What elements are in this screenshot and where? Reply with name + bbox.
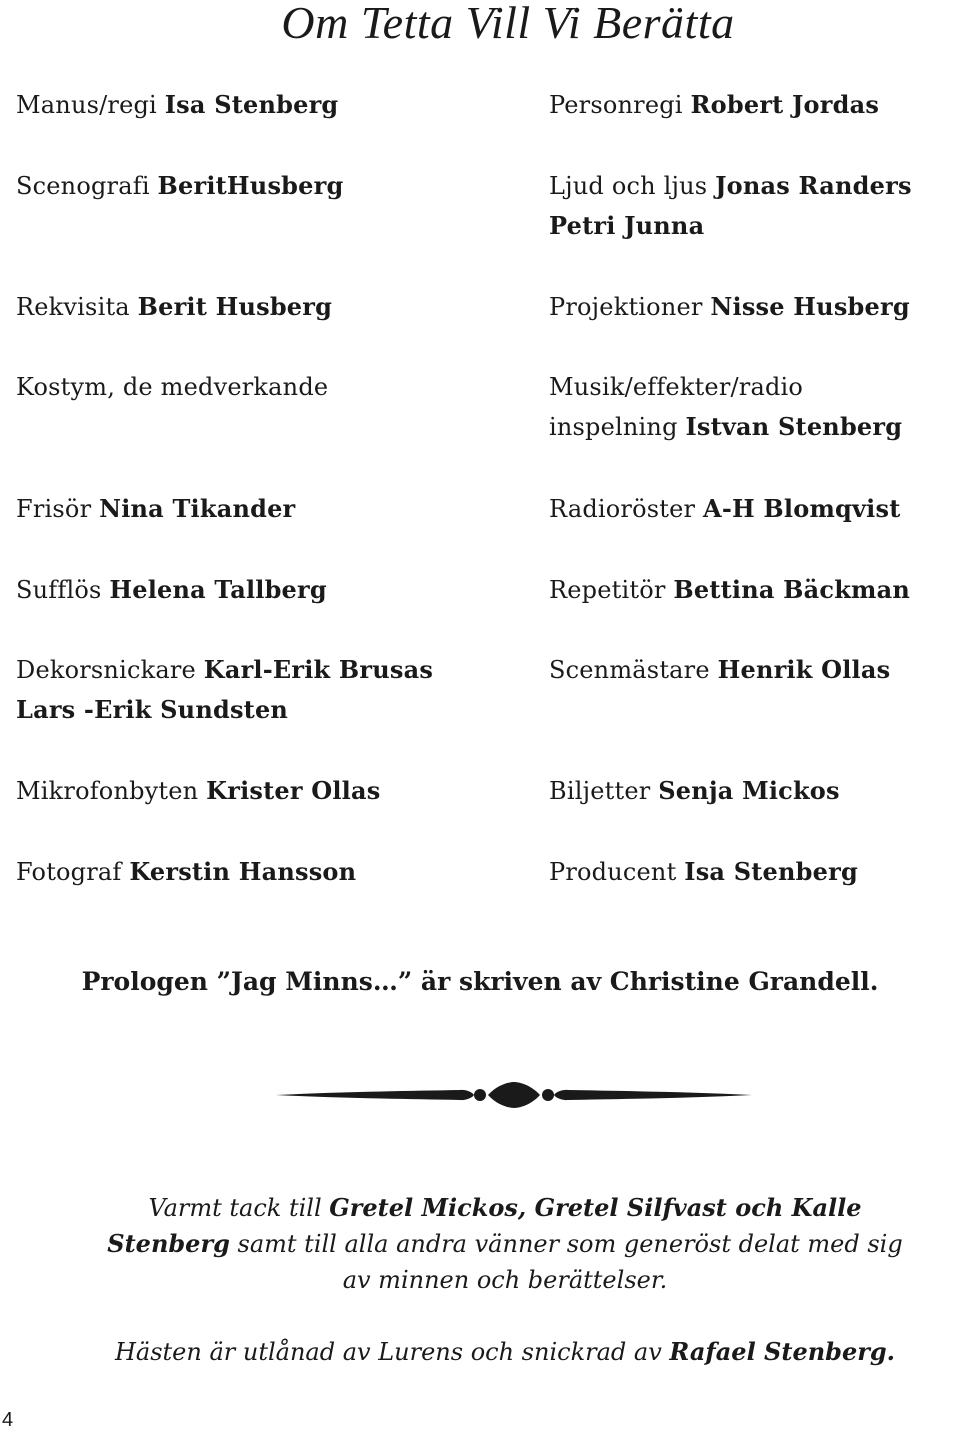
credit-name: Nina Tikander	[99, 494, 296, 523]
credit-role: Scenografi	[16, 172, 158, 200]
credit-sound-light	[549, 166, 912, 246]
credit-name: Krister Ollas	[206, 776, 381, 805]
credit-role: inspelning	[549, 413, 686, 441]
credit-microphones	[16, 771, 380, 811]
credit-name: Henrik Ollas	[717, 655, 891, 684]
credit-name: Bettina Bäckman	[673, 575, 911, 604]
credit-role: Mikrofonbyten	[16, 777, 207, 805]
credit-role: Scenmästare	[549, 656, 718, 684]
credit-prompter	[16, 570, 327, 610]
thanks-names: Stenberg	[107, 1229, 230, 1258]
credit-name: Isa Stenberg	[684, 857, 858, 886]
credit-role: Repetitör	[549, 576, 674, 604]
credit-name: Lars -Erik Sundsten	[16, 695, 289, 724]
thanks-text: Varmt tack till	[148, 1194, 330, 1222]
credit-role: Fotograf	[16, 858, 130, 886]
credit-photographer	[16, 852, 356, 892]
credit-role: Manus/regi	[16, 91, 165, 119]
thanks-text: samt till alla andra vänner som generöst delat med sig	[229, 1230, 903, 1258]
credit-producer	[549, 852, 858, 892]
credit-name: A-H Blomqvist	[703, 494, 901, 523]
prologue-note: Prologen ”Jag Minns…” är skriven av Christine Grandell.	[81, 967, 879, 996]
credit-name: Isa Stenberg	[164, 90, 339, 119]
credit-props	[16, 287, 332, 327]
credit-stage-manager	[549, 650, 890, 690]
credit-personal-direction	[549, 85, 879, 125]
page-number: 4	[2, 1409, 14, 1431]
credit-name: BeritHusberg	[157, 171, 344, 200]
credit-role: Ljud och ljus	[549, 172, 716, 200]
credit-name: Karl-Erik Brusas	[203, 655, 434, 684]
credit-name: Robert Jordas	[690, 90, 880, 119]
credit-hairdresser	[16, 489, 295, 529]
horse-name: Rafael Stenberg.	[669, 1337, 896, 1366]
credit-radio-voices	[549, 489, 900, 529]
credit-role: Producent	[549, 858, 685, 886]
credit-projections	[549, 287, 910, 327]
credit-role: Frisör	[16, 495, 100, 523]
credit-name: Petri Junna	[549, 211, 705, 240]
page-title: Om Tetta Vill Vi Berätta	[281, 0, 735, 48]
credit-name: Jonas Randers	[715, 171, 912, 200]
horse-note	[0, 1334, 960, 1370]
credit-music-effects	[549, 367, 902, 447]
credit-name: Helena Tallberg	[109, 575, 327, 604]
credit-role: Sufflös	[16, 576, 110, 604]
thanks-names: Gretel Mickos, Gretel Silfvast och Kalle	[329, 1193, 862, 1222]
ornament-divider-icon	[274, 1078, 754, 1112]
credit-role: Radioröster	[549, 495, 704, 523]
credit-role: Musik/effekter/radio	[549, 373, 804, 401]
credit-set-carpenter	[16, 650, 433, 730]
credit-repetiteur	[549, 570, 910, 610]
credit-role: Projektioner	[549, 293, 711, 321]
credit-role: Kostym, de medverkande	[16, 373, 329, 401]
credit-name: Istvan Stenberg	[685, 412, 903, 441]
thanks-text: av minnen och berättelser.	[342, 1266, 668, 1294]
credit-scenography	[16, 166, 343, 206]
credit-costume	[16, 367, 328, 407]
credit-role: Personregi	[549, 91, 691, 119]
credit-role: Rekvisita	[16, 293, 138, 321]
credit-name: Nisse Husberg	[710, 292, 910, 321]
credit-role: Biljetter	[549, 777, 659, 805]
credit-name: Berit Husberg	[137, 292, 333, 321]
credit-role: Dekorsnickare	[16, 656, 204, 684]
credit-tickets	[549, 771, 840, 811]
credit-name: Kerstin Hansson	[129, 857, 357, 886]
horse-text: Hästen är utlånad av Lurens och snickrad av	[114, 1338, 670, 1366]
credit-director	[16, 85, 338, 125]
thanks-note	[0, 1190, 960, 1298]
credit-name: Senja Mickos	[658, 776, 840, 805]
